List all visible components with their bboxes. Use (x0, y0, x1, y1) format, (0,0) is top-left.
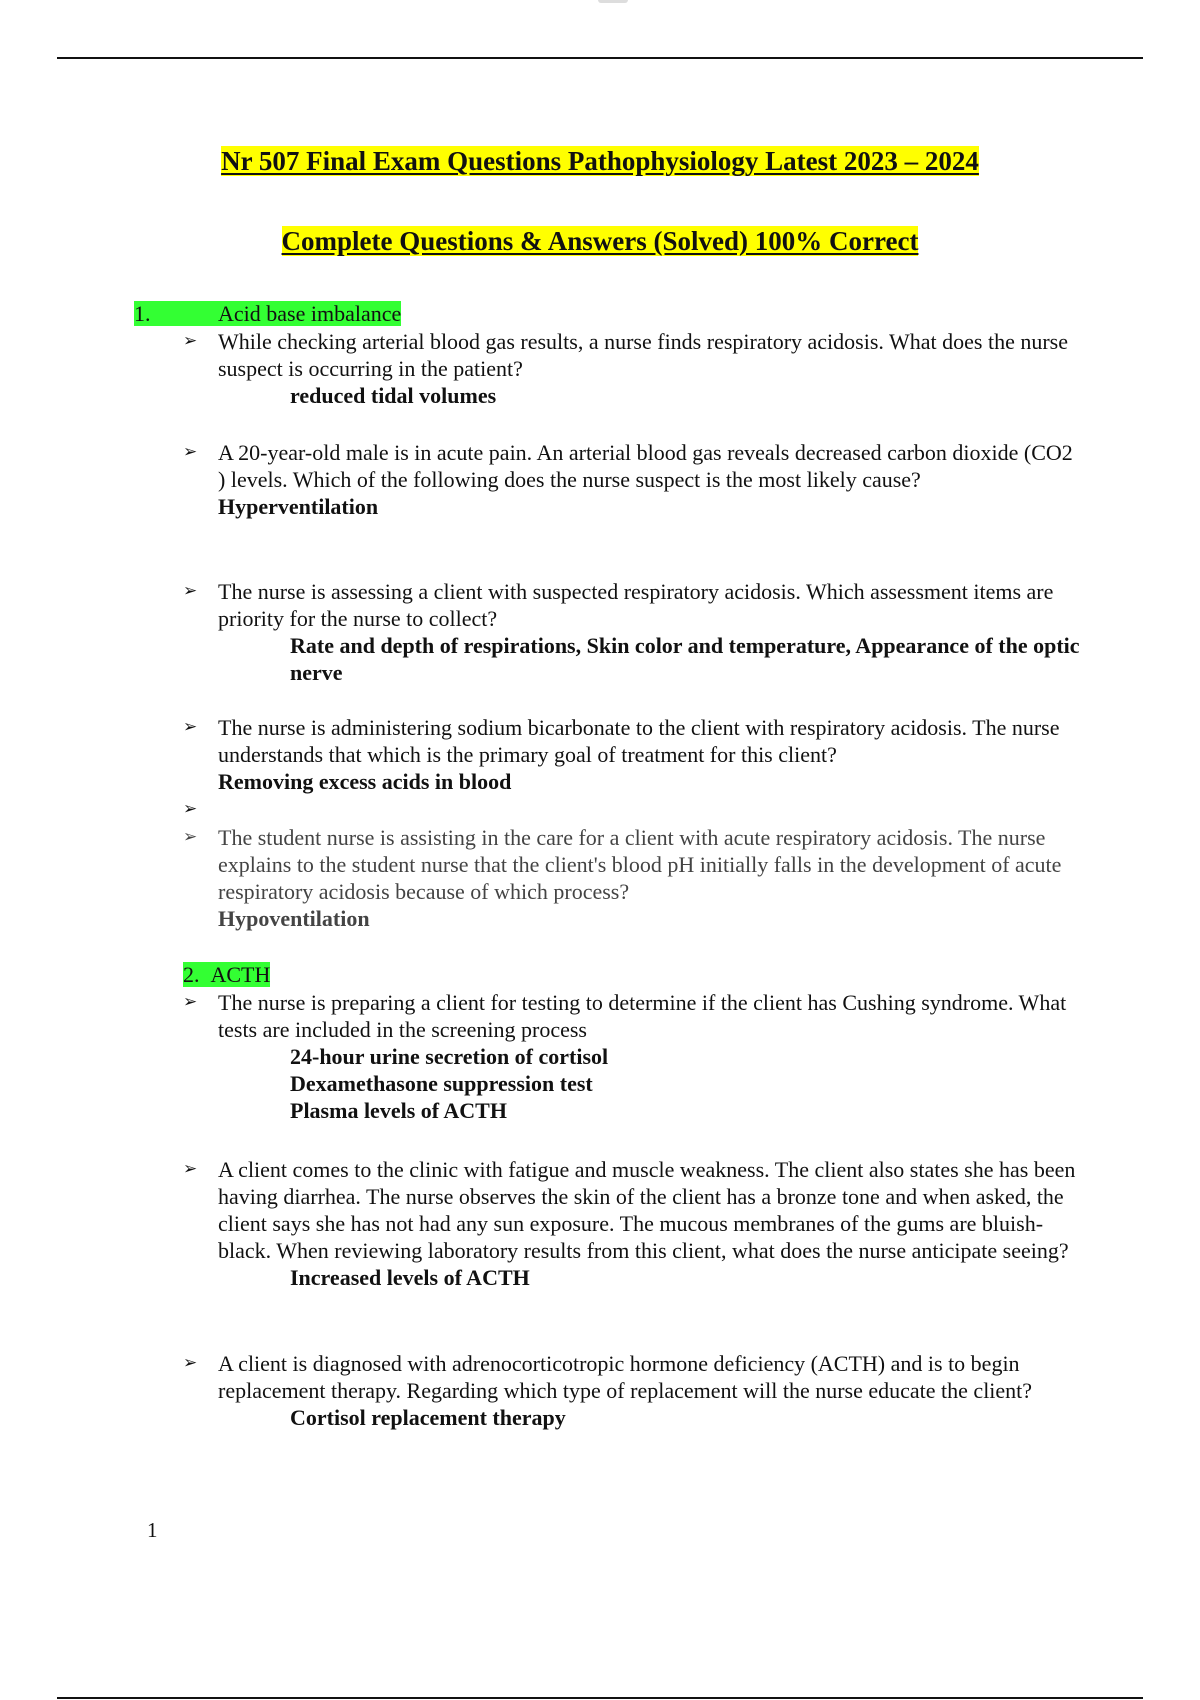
answer-text: 24-hour urine secretion of cortisol (290, 1044, 609, 1069)
question-text: The nurse is assessing a client with suspected respiratory acidosis. Which assessment items are priority for the nurse to collect? (218, 579, 1054, 631)
question-text: A client comes to the clinic with fatigue and muscle weakness. The client also states she has been having diarrhea. The nurse observes the skin of the client has a bronze tone and when asked, the client says she has not had any sun exposure. The mucous membranes of the gums are bluish-black. When reviewing laboratory results from this client, what does the nurse anticipate seeing? (218, 1157, 1076, 1263)
question-item (183, 989, 1083, 1124)
answer-text: Cortisol replacement therapy (290, 1405, 566, 1430)
answer-text: Removing excess acids in blood (218, 769, 512, 794)
answer-text: Hyperventilation (218, 494, 379, 519)
document-title: Nr 507 Final Exam Questions Pathophysiology Latest 2023 – 2024 (221, 146, 979, 176)
section-heading-acth: 2. ACTH (183, 962, 271, 987)
watermark-logo (598, 0, 628, 3)
header-rule (57, 57, 1143, 59)
document-subtitle: Complete Questions & Answers (Solved) 100% Correct (281, 226, 919, 256)
arrowhead-bullet-icon: ➢ (183, 581, 198, 601)
question-text: A 20-year-old male is in acute pain. An arterial blood gas reveals decreased carbon dioxide (CO2 ) levels. Which of the following does the nurse suspect is the most likely cause? (218, 440, 1073, 492)
question-item (183, 714, 1083, 795)
arrowhead-bullet-icon: ➢ (183, 442, 198, 462)
question-item (183, 578, 1083, 686)
question-text: The nurse is administering sodium bicarbonate to the client with respiratory acidosis. The nurse understands that which is the primary goal of treatment for this client? (218, 715, 1060, 767)
question-text: The student nurse is assisting in the care for a client with acute respiratory acidosis. The nurse explains to the student nurse that the client's blood pH initially falls in the development of acute respiratory acidosis because of which process? (218, 825, 1062, 904)
arrowhead-bullet-icon: ➢ (183, 717, 198, 737)
section-heading-acid-base: 1. Acid base imbalance (134, 301, 402, 326)
question-item (183, 439, 1083, 520)
answer-text: reduced tidal volumes (290, 383, 497, 408)
arrowhead-bullet-icon: ➢ (183, 1159, 198, 1179)
question-item (183, 1350, 1083, 1431)
question-item (183, 824, 1083, 932)
question-text (218, 796, 1083, 823)
question-item (183, 328, 1083, 409)
answer-text: Hypoventilation (218, 906, 370, 931)
question-item (183, 1156, 1083, 1291)
arrowhead-bullet-icon: ➢ (183, 992, 198, 1012)
question-text: A client is diagnosed with adrenocorticotropic hormone deficiency (ACTH) and is to begin replacement therapy. Regarding which type of replacement will the nurse educate the client? (218, 1351, 1033, 1403)
arrowhead-bullet-icon: ➢ (183, 331, 198, 351)
question-text: While checking arterial blood gas results, a nurse finds respiratory acidosis. What does the nurse suspect is occurring in the patient? (218, 329, 1069, 381)
answer-text: Rate and depth of respirations, Skin color and temperature, Appearance of the optic nerve (290, 633, 1080, 685)
arrowhead-bullet-icon: ➢ (183, 1353, 198, 1373)
page-number: 1 (147, 1518, 158, 1542)
footer-rule (57, 1697, 1143, 1699)
answer-text: Increased levels of ACTH (290, 1265, 530, 1290)
answer-text: Plasma levels of ACTH (290, 1098, 507, 1123)
question-text: The nurse is preparing a client for testing to determine if the client has Cushing syndrome. What tests are included in the screening process (218, 990, 1067, 1042)
answer-text: Dexamethasone suppression test (290, 1071, 593, 1096)
question-item-empty (183, 796, 1083, 823)
arrowhead-bullet-icon: ➢ (183, 799, 198, 819)
arrowhead-bullet-icon: ➢ (183, 827, 198, 847)
